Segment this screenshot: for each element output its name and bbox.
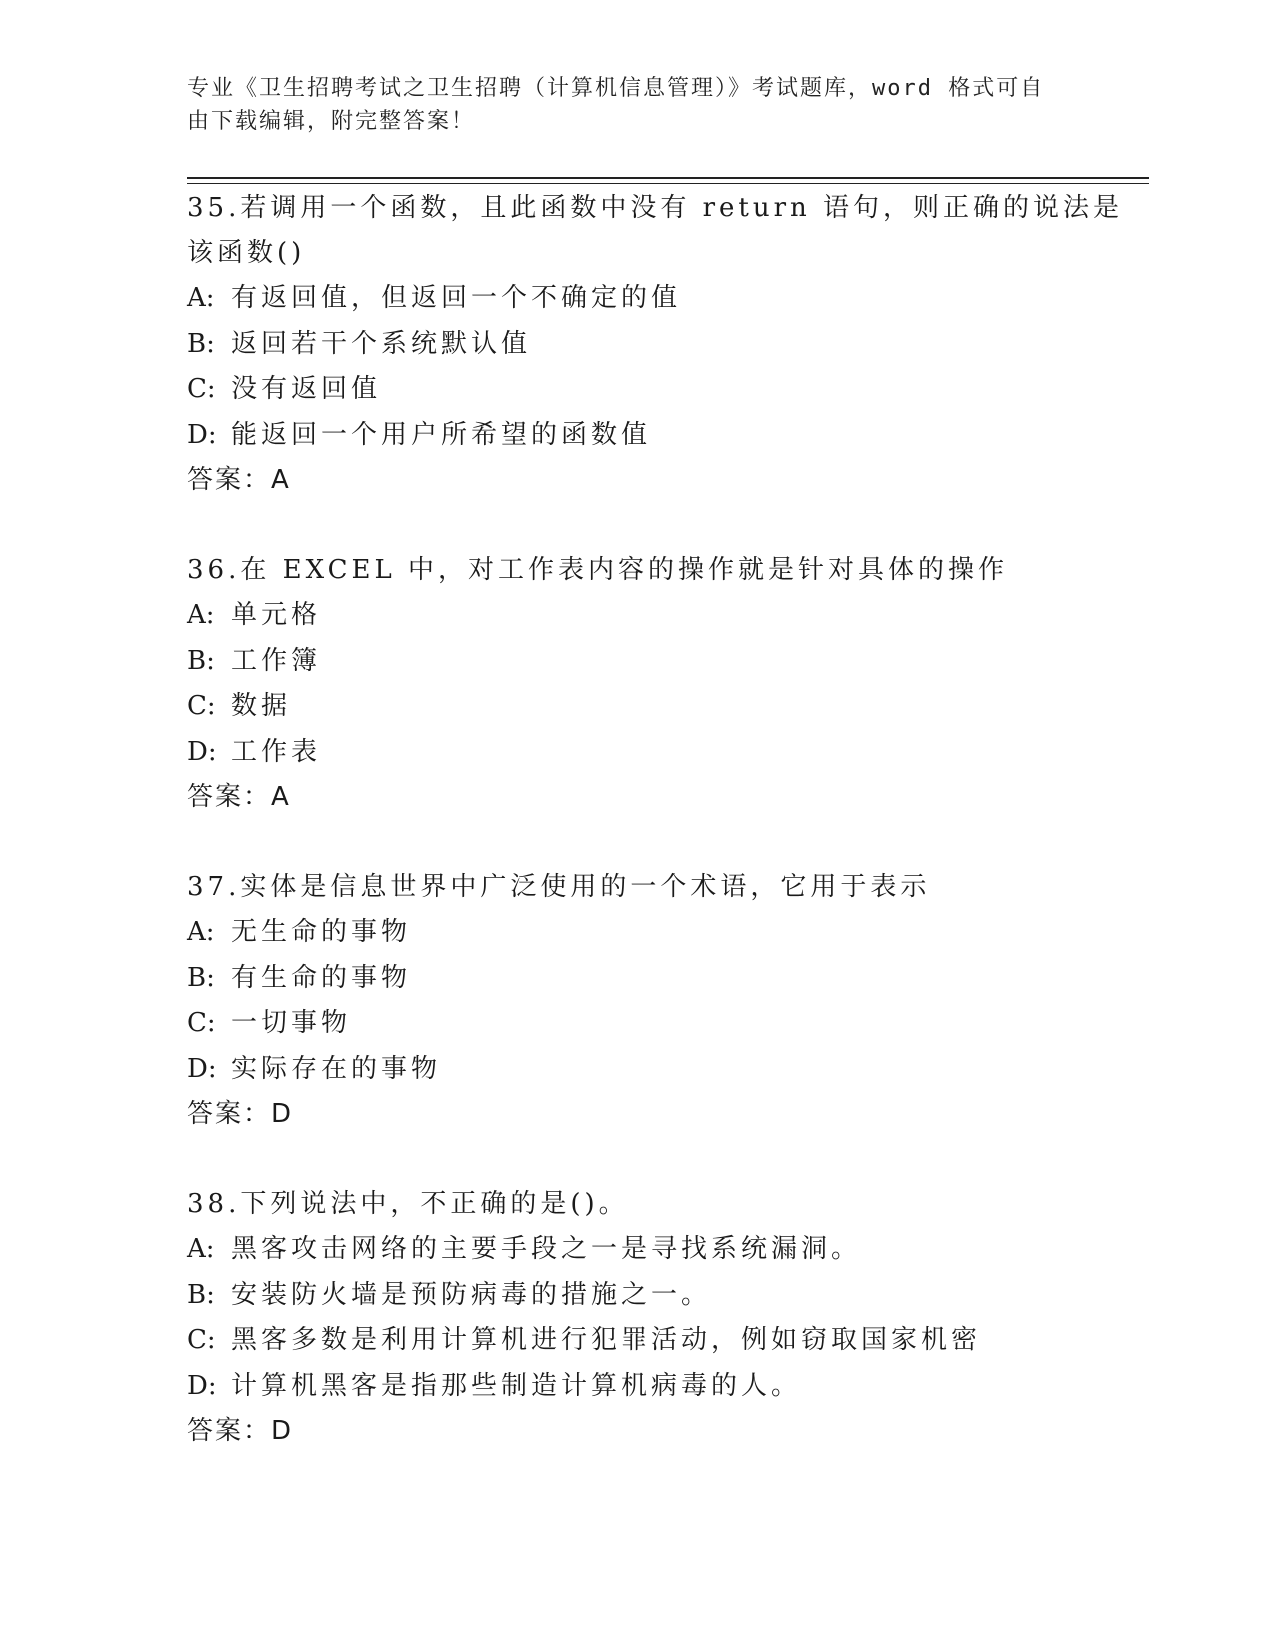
option-text: 数据	[231, 691, 292, 721]
question-38	[187, 1182, 1087, 1455]
option-text: 黑客多数是利用计算机进行犯罪活动，例如窃取国家机密	[231, 1325, 982, 1355]
document-header	[187, 72, 1067, 138]
option-d	[187, 1047, 1087, 1093]
header-divider-thin	[187, 183, 1149, 184]
option-key: B:	[187, 328, 215, 359]
option-d	[187, 413, 1087, 459]
option-b	[187, 322, 1087, 368]
option-a	[187, 910, 1087, 956]
option-text: 安装防火墙是预防病毒的措施之一。	[231, 1279, 712, 1310]
option-key: C:	[187, 691, 216, 721]
option-key: D:	[187, 419, 217, 450]
option-text: 无生命的事物	[231, 917, 412, 947]
option-text: 实际存在的事物	[231, 1053, 442, 1084]
option-text: 有生命的事物	[231, 962, 412, 993]
option-text: 黑客攻击网络的主要手段之一是寻找系统漏洞。	[231, 1234, 862, 1264]
option-a	[187, 593, 1087, 639]
option-text: 一切事物	[231, 1008, 352, 1038]
header-divider-thick	[187, 177, 1149, 179]
option-key: A:	[187, 917, 215, 947]
question-36	[187, 548, 1087, 821]
option-a	[187, 276, 1087, 322]
question-stem-line: 37.实体是信息世界中广泛使用的一个术语，它用于表示	[187, 872, 931, 902]
option-c	[187, 684, 1087, 730]
answer-line: 答案：A	[187, 465, 291, 495]
option-b	[187, 639, 1087, 685]
option-text: 没有返回值	[231, 374, 382, 404]
option-key: A:	[187, 283, 215, 313]
option-key: D:	[187, 1370, 217, 1401]
option-key: B:	[187, 962, 215, 993]
question-stem-line: 35.若调用一个函数，且此函数中没有 return 语句，则正确的说法是	[187, 193, 1124, 223]
question-stem-line: 该函数()	[187, 238, 306, 268]
option-key: D:	[187, 736, 217, 767]
option-b	[187, 956, 1087, 1002]
option-text: 工作表	[231, 736, 322, 767]
question-37	[187, 865, 1087, 1138]
option-text: 单元格	[231, 600, 322, 630]
option-d	[187, 730, 1087, 776]
option-text: 能返回一个用户所希望的函数值	[231, 419, 652, 450]
option-key: C:	[187, 1325, 216, 1355]
option-key: C:	[187, 374, 216, 404]
header-line-2: 由下载编辑，附完整答案！	[187, 109, 476, 134]
question-stem-line: 38.下列说法中，不正确的是()。	[187, 1189, 629, 1219]
header-line-1: 专业《卫生招聘考试之卫生招聘（计算机信息管理）》考试题库，word 格式可自	[187, 76, 1045, 101]
option-key: B:	[187, 1279, 215, 1310]
option-key: A:	[187, 1234, 215, 1264]
option-c	[187, 1001, 1087, 1047]
option-text: 有返回值，但返回一个不确定的值	[231, 283, 682, 313]
question-stem-line: 36.在 EXCEL 中，对工作表内容的操作就是针对具体的操作	[187, 555, 1009, 585]
option-c	[187, 1318, 1087, 1364]
option-d	[187, 1364, 1087, 1410]
option-key: C:	[187, 1008, 216, 1038]
option-key: B:	[187, 645, 215, 676]
option-b	[187, 1273, 1087, 1319]
option-text: 返回若干个系统默认值	[231, 328, 532, 359]
option-a	[187, 1227, 1087, 1273]
option-text: 工作簿	[231, 645, 322, 676]
answer-line: 答案：A	[187, 782, 291, 812]
option-key: A:	[187, 600, 215, 630]
option-key: D:	[187, 1053, 217, 1084]
question-35	[187, 186, 1124, 504]
option-c	[187, 367, 1087, 413]
option-text: 计算机黑客是指那些制造计算机病毒的人。	[231, 1370, 802, 1401]
answer-line: 答案：D	[187, 1099, 294, 1129]
answer-line: 答案：D	[187, 1416, 294, 1446]
